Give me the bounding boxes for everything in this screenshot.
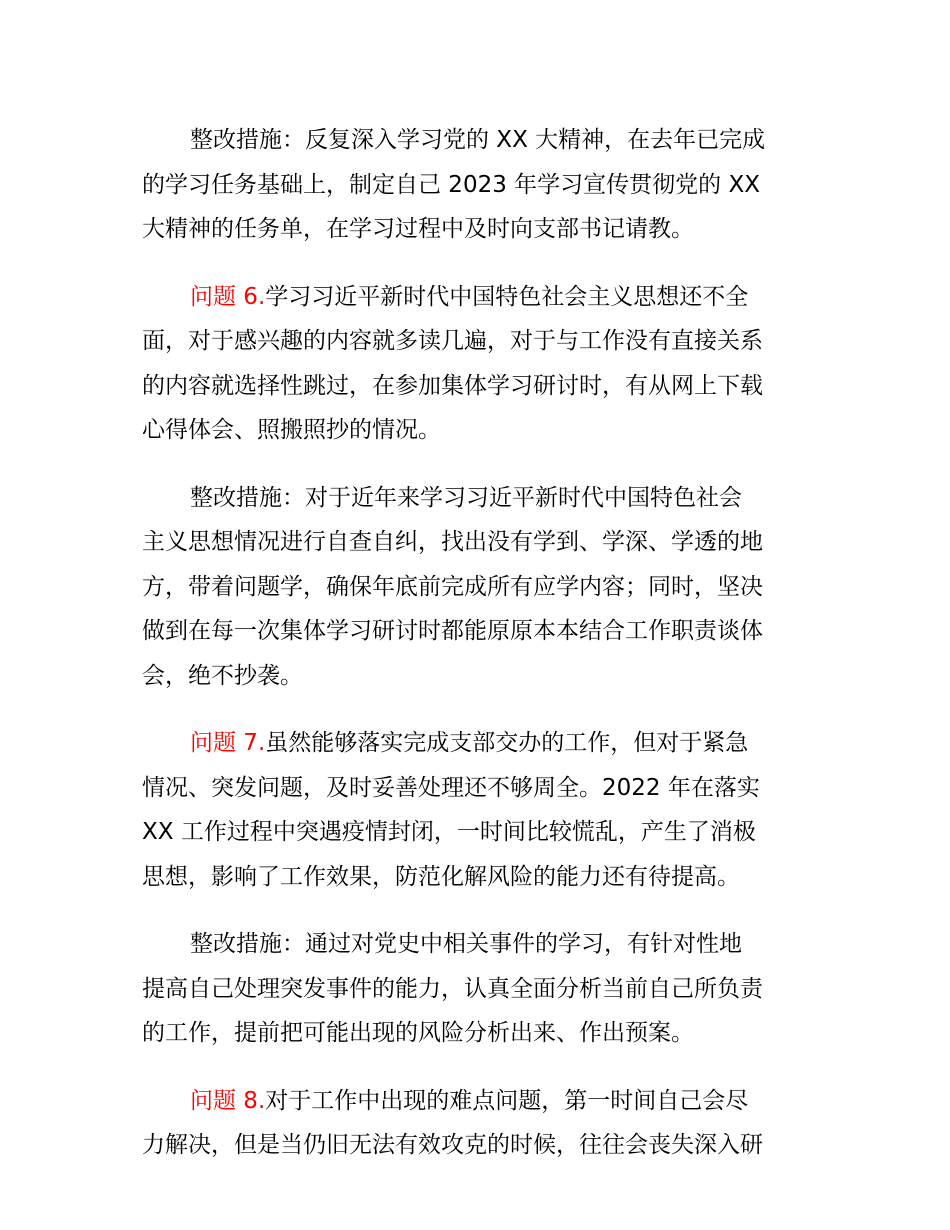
rectification-paragraph-6 bbox=[142, 476, 810, 699]
issue-label: 问题 8. bbox=[190, 1087, 266, 1114]
issue-text: 学习习近平新时代中国特色社会主义思想还不全 bbox=[265, 283, 749, 310]
text-line bbox=[142, 1079, 810, 1124]
text-line: 大精神的任务单，在学习过程中及时向支部书记请教。 bbox=[142, 216, 694, 242]
issue-text: 对于工作中出现的难点问题，第一时间自己会尽 bbox=[265, 1087, 749, 1114]
text-line: 整改措施：通过对党史中相关事件的学习，有针对性地 bbox=[190, 931, 742, 957]
rectification-paragraph-5 bbox=[142, 118, 810, 252]
text-line: 面，对于感兴趣的内容就多读几遍，对于与工作没有直接关系 bbox=[142, 328, 763, 354]
text-line: 整改措施：反复深入学习党的 XX 大精神，在去年已完成 bbox=[190, 127, 766, 153]
text-line: 心得体会、照搬照抄的情况。 bbox=[142, 417, 441, 443]
text-line: 主义思想情况进行自查自纠，找出没有学到、学深、学透的地 bbox=[142, 529, 763, 555]
text-line bbox=[142, 721, 810, 766]
text-line: 的工作，提前把可能出现的风险分析出来、作出预案。 bbox=[142, 1020, 694, 1046]
text-line: 方，带着问题学，确保年底前完成所有应学内容；同时，坚决 bbox=[142, 573, 763, 600]
issue-text: 虽然能够落实完成支部交办的工作，但对于紧急 bbox=[265, 730, 749, 756]
issue-paragraph-6 bbox=[142, 275, 810, 453]
text-line: 的内容就选择性跳过，在参加集体学习研讨时，有从网上下载 bbox=[142, 372, 763, 399]
text-line: 的学习任务基础上，制定自己 2023 年学习宣传贯彻党的 XX bbox=[142, 171, 760, 198]
issue-label: 问题 6. bbox=[190, 283, 266, 310]
text-line bbox=[142, 275, 810, 320]
document-page bbox=[142, 118, 810, 1191]
text-line: 情况、突发问题，及时妥善处理还不够周全。2022 年在落实 bbox=[142, 774, 760, 801]
issue-paragraph-8 bbox=[142, 1079, 810, 1168]
text-line: 思想，影响了工作效果，防范化解风险的能力还有待提高。 bbox=[142, 863, 740, 890]
text-line: 整改措施：对于近年来学习习近平新时代中国特色社会 bbox=[190, 484, 742, 511]
text-line: 力解决，但是当仍旧无法有效攻克的时候，往往会丧失深入研 bbox=[142, 1132, 763, 1158]
text-line: 做到在每一次集体学习研讨时都能原原本本结合工作职责谈体 bbox=[142, 618, 763, 644]
issue-label: 问题 7. bbox=[190, 730, 266, 756]
text-line: 会，绝不抄袭。 bbox=[142, 662, 303, 689]
issue-paragraph-7 bbox=[142, 721, 810, 899]
text-line: 提高自己处理突发事件的能力，认真全面分析当前自己所负责 bbox=[142, 975, 763, 1002]
text-line: XX 工作过程中突遇疫情封闭，一时间比较慌乱，产生了消极 bbox=[142, 819, 756, 845]
rectification-paragraph-7 bbox=[142, 922, 810, 1056]
